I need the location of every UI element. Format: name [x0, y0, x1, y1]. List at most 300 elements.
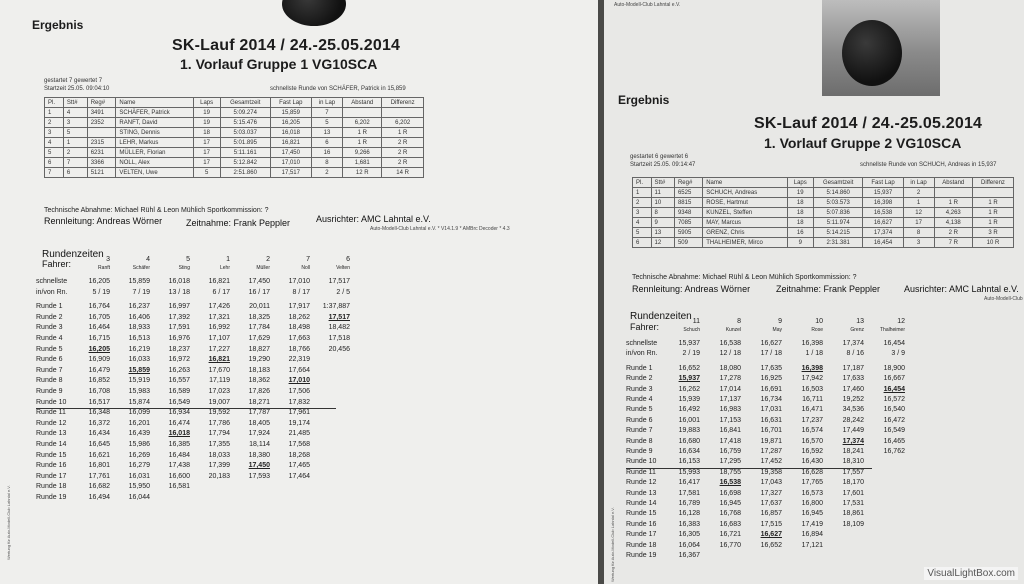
driver-number: 3	[106, 256, 110, 263]
lap-label: Runde 9	[626, 448, 653, 455]
right-result-sheet	[604, 0, 1024, 584]
table-cell: 6	[311, 138, 342, 148]
lap-value: 15,859	[128, 366, 150, 374]
lap-value: 17,399	[208, 462, 230, 470]
lap-value: 16,645	[88, 441, 110, 448]
lap-value: 16,680	[678, 437, 700, 445]
lap-label: Runde 7	[626, 427, 653, 435]
table-cell: 7085	[674, 218, 702, 228]
lap-label: Runde 6	[626, 416, 653, 424]
invon-label: in/von Rn.	[36, 288, 68, 296]
lap-value: 16,201	[128, 419, 150, 427]
table-cell: 16,538	[863, 208, 903, 218]
lap-value: 16,800	[801, 500, 823, 507]
lap-value: 16,909	[88, 356, 110, 364]
table-cell: 1 R	[382, 128, 424, 138]
lap-value: 16,398	[801, 364, 823, 372]
table-row	[45, 108, 424, 118]
table-cell: 15,937	[863, 188, 903, 198]
table-cell: 1 R	[972, 198, 1013, 208]
table-cell: 8	[311, 158, 342, 168]
lap-value: 1:37,887	[322, 303, 350, 311]
table-cell: 3	[45, 128, 64, 138]
lap-value: 16,064	[678, 541, 700, 549]
table-cell: 5:14.215	[814, 228, 863, 238]
table-cell: 7	[311, 108, 342, 118]
lap-value: 17,449	[842, 427, 864, 435]
lap-value: 19,290	[248, 356, 270, 364]
table-cell: 3	[633, 208, 652, 218]
right-title: SK-Lauf 2014 / 24.-25.05.2014	[754, 115, 983, 132]
lap-value: 16,574	[801, 427, 823, 435]
lap-value: 17,832	[288, 398, 310, 406]
table-cell: 11	[651, 188, 674, 198]
lap-value: 28,242	[842, 416, 864, 424]
lap-label: Runde 5	[626, 406, 653, 414]
table-cell: 2 R	[382, 138, 424, 148]
lap-label: Runde 15	[626, 510, 657, 518]
lap-value: 16,711	[802, 396, 823, 403]
lap-value: 17,826	[248, 388, 270, 395]
lap-label: Runde 10	[36, 398, 67, 406]
lap-value: 16,372	[88, 419, 110, 427]
driver-number: 10	[815, 318, 823, 325]
left-subtitle: 1. Vorlauf Gruppe 1 VG10SCA	[180, 56, 378, 72]
lap-value: 16,305	[678, 531, 700, 539]
driver-name: Ranft	[98, 265, 110, 271]
schnellste-value: 16,538	[719, 340, 741, 347]
lap-value: 18,900	[883, 364, 905, 372]
lap-value: 16,517	[88, 398, 110, 406]
table-cell: 3	[903, 238, 934, 248]
schnellste-value: 17,374	[842, 340, 864, 347]
lap-value: 16,570	[801, 437, 823, 445]
table-cell: 5121	[87, 168, 116, 178]
lap-value: 15,950	[128, 483, 150, 491]
lap-value: 16,789	[678, 500, 700, 507]
table-cell: 509	[674, 238, 702, 248]
table-cell: 1,681	[343, 158, 382, 168]
left-ausrichter: Ausrichter: AMC Lahntal e.V.	[316, 214, 431, 224]
lap-value: 16,513	[128, 335, 150, 342]
table-row	[633, 218, 1014, 228]
table-cell: 5	[311, 118, 342, 128]
table-cell: MÜLLER, Florian	[116, 148, 193, 158]
lap-value: 16,627	[760, 531, 782, 539]
table-cell: 14 R	[382, 168, 424, 178]
lap-value: 22,319	[288, 356, 310, 364]
lap-value: 16,484	[168, 451, 190, 459]
table-cell: SCHUCH, Andreas	[703, 188, 787, 198]
driver-name: Thalheimer	[879, 327, 905, 333]
table-header-cell: Differenz	[972, 178, 1013, 188]
lap-label: Runde 6	[36, 356, 63, 364]
table-cell: 6231	[87, 148, 116, 158]
table-cell: 3491	[87, 108, 116, 118]
table-cell: 8	[903, 228, 934, 238]
table-cell: 13	[651, 228, 674, 238]
lap-value: 18,498	[288, 324, 310, 332]
table-header-cell: Pl.	[633, 178, 652, 188]
left-results-table	[44, 97, 424, 178]
table-row	[45, 148, 424, 158]
table-cell: 5:03.037	[220, 128, 270, 138]
lap-value: 34,536	[842, 406, 864, 414]
lap-value: 18,241	[842, 448, 864, 455]
lap-value: 16,972	[168, 356, 190, 364]
driver-number: 7	[306, 256, 310, 263]
table-header-cell: Differenz	[382, 98, 424, 108]
lap-value: 17,137	[719, 396, 741, 403]
lap-value: 18,170	[842, 479, 864, 487]
lap-value: 16,383	[678, 520, 700, 528]
table-row	[633, 238, 1014, 248]
table-cell: THALHEIMER, Mirco	[703, 238, 787, 248]
driver-number: 12	[897, 318, 905, 325]
lap-value: 16,821	[208, 356, 230, 364]
driver-number: 1	[226, 256, 230, 263]
lap-label: Runde 8	[626, 437, 653, 445]
lap-value: 17,664	[288, 366, 310, 374]
lap-value: 16,572	[883, 396, 905, 403]
lap-value: 17,761	[88, 472, 110, 480]
watermark: VisualLightBox.com	[924, 567, 1018, 580]
lap-value: 16,894	[801, 531, 823, 539]
lap-value: 17,515	[760, 520, 782, 528]
lap-value: 16,262	[678, 385, 700, 393]
lap-value: 16,682	[88, 483, 110, 491]
lap-value: 16,734	[760, 396, 782, 403]
lap-label: Runde 18	[626, 541, 657, 549]
lap-value: 17,629	[248, 335, 270, 342]
lap-value: 18,380	[248, 451, 270, 459]
lap-label: Runde 12	[626, 479, 657, 487]
table-header-cell: Laps	[193, 98, 220, 108]
right-gestartet: gestartet 6 gewertet 6	[630, 154, 689, 160]
lap-value: 17,465	[288, 462, 310, 470]
lap-label: Runde 11	[626, 468, 656, 476]
table-cell: 16	[311, 148, 342, 158]
lap-value: 16,634	[678, 448, 700, 455]
lap-value: 16,128	[678, 510, 700, 518]
lap-value: 18,262	[288, 313, 310, 321]
lap-value: 16,764	[88, 303, 110, 311]
lap-value: 16,852	[88, 377, 110, 385]
driver-name: May	[772, 327, 782, 333]
table-header-cell: Pl.	[45, 98, 64, 108]
lap-value: 20,011	[249, 303, 270, 311]
lap-value: 17,787	[248, 409, 270, 417]
lap-value: 18,482	[328, 324, 350, 332]
table-header-cell: in Lap	[903, 178, 934, 188]
lap-value: 16,439	[128, 430, 150, 438]
left-fastest-lap-note: schnellste Runde von SCHÄFER, Patrick in 15,859	[270, 86, 406, 92]
table-cell: 18	[787, 208, 814, 218]
lap-value: 16,549	[168, 398, 190, 406]
table-cell: 12	[903, 208, 934, 218]
lap-value: 17,014	[719, 385, 741, 393]
table-cell: GRENZ, Chris	[703, 228, 787, 238]
right-subtitle: 1. Vorlauf Gruppe 2 VG10SCA	[764, 135, 962, 151]
lap-value: 16,367	[678, 552, 700, 559]
lap-value: 16,621	[88, 451, 110, 459]
lap-value: 19,883	[678, 427, 700, 435]
table-cell: 17,374	[863, 228, 903, 238]
lap-value: 16,976	[168, 335, 190, 342]
lap-value: 17,452	[760, 458, 782, 466]
table-cell: 6525	[674, 188, 702, 198]
lap-value: 19,358	[760, 468, 782, 476]
driver-name: Velten	[336, 265, 350, 271]
right-ausrichter: Ausrichter: AMC Lahntal e.V.	[904, 284, 1019, 294]
lap-value: 18,861	[842, 510, 864, 518]
invon-value: 3 / 9	[891, 350, 905, 358]
lap-label: Runde 13	[626, 489, 657, 497]
lap-value: 17,450	[248, 462, 270, 470]
table-cell: 17	[193, 148, 220, 158]
lap-value: 16,652	[760, 541, 782, 549]
table-cell: 17	[193, 158, 220, 168]
invon-value: 8 / 17	[292, 288, 310, 296]
lap-value: 16,667	[883, 375, 905, 383]
table-cell: 4,138	[934, 218, 972, 228]
table-header-cell: Fast Lap	[270, 98, 311, 108]
right-fastest-lap-note: schnellste Runde von SCHUCH, Andreas in 15,937	[860, 162, 997, 168]
lap-value: 16,841	[719, 427, 741, 435]
table-cell: MAY, Marcus	[703, 218, 787, 228]
lap-label: Runde 19	[36, 494, 67, 501]
left-title: SK-Lauf 2014 / 24.-25.05.2014	[172, 37, 401, 54]
table-cell: 5:07.836	[814, 208, 863, 218]
lap-value: 21,485	[288, 430, 310, 438]
table-cell: 16,398	[863, 198, 903, 208]
table-cell: 4	[63, 108, 87, 118]
lap-value: 20,183	[208, 472, 230, 480]
table-cell: 5:14.860	[814, 188, 863, 198]
table-cell	[87, 128, 116, 138]
table-row	[633, 208, 1014, 218]
table-cell: 5	[45, 148, 64, 158]
table-header-cell: Abstand	[934, 178, 972, 188]
lap-value: 16,492	[678, 406, 700, 414]
table-cell: 5:01.895	[220, 138, 270, 148]
lap-value: 17,942	[801, 375, 823, 383]
lap-value: 19,007	[208, 398, 230, 406]
driver-number: 2	[266, 256, 270, 263]
lap-value: 18,114	[249, 441, 270, 448]
driver-name: Kunzel	[725, 327, 741, 333]
right-rundenzeiten-heading: Rundenzeiten	[630, 311, 692, 322]
table-cell: 2 R	[934, 228, 972, 238]
schnellste-value: 17,450	[248, 278, 270, 285]
table-cell: 16,205	[270, 118, 311, 128]
lap-value: 16,762	[883, 448, 905, 455]
driver-number: 13	[856, 318, 864, 325]
lap-value: 17,517	[328, 313, 350, 321]
driver-number: 9	[778, 318, 782, 325]
table-cell: 3 R	[972, 228, 1013, 238]
lap-value: 17,591	[168, 324, 190, 332]
lap-value: 16,430	[801, 458, 823, 466]
lap-value: 16,573	[801, 489, 823, 497]
right-ergebnis-heading: Ergebnis	[618, 93, 670, 107]
left-side-text: Wertung für Auto-Modell-Club Lahntal e.V.	[6, 485, 11, 560]
lap-label: Runde 7	[36, 366, 63, 374]
table-cell: 5	[63, 128, 87, 138]
lap-value: 18,183	[248, 366, 270, 374]
lap-value: 17,031	[760, 406, 782, 414]
lap-value: 17,765	[801, 479, 823, 487]
right-technische-abnahme: Technische Abnahme: Michael Rühl & Leon Mühlich Sportkommission: ?	[632, 274, 857, 281]
lap-label: Runde 4	[626, 396, 653, 403]
table-cell: 16,627	[863, 218, 903, 228]
driver-name: Noll	[301, 265, 310, 271]
left-software-note: Auto-Modell-Club Lahntal e.V. * V14.1.9 * AMBrc Decoder * 4.3	[370, 226, 510, 232]
lap-value: 17,153	[719, 416, 741, 424]
table-cell: 4	[633, 218, 652, 228]
table-row	[633, 198, 1014, 208]
lap-label: Runde 15	[36, 451, 67, 459]
lap-value: 19,592	[208, 409, 230, 417]
table-cell: 17,450	[270, 148, 311, 158]
table-cell: 4,263	[934, 208, 972, 218]
lap-value: 20,456	[328, 345, 350, 353]
driver-name: Müller	[256, 265, 270, 271]
lap-value: 16,033	[128, 356, 150, 364]
lap-value: 16,652	[678, 364, 700, 372]
schnellste-value: 16,627	[760, 340, 782, 347]
lap-value: 16,503	[801, 385, 823, 393]
table-cell: 18	[787, 218, 814, 228]
table-cell: 18	[193, 128, 220, 138]
schnellste-value: 16,018	[168, 278, 190, 285]
table-row	[45, 158, 424, 168]
lap-value: 16,479	[88, 366, 110, 374]
right-lap-grid	[626, 318, 926, 580]
table-header-cell: in Lap	[311, 98, 342, 108]
lap-value: 17,637	[760, 500, 782, 507]
table-header-cell: Gesamtzeit	[814, 178, 863, 188]
driver-number: 5	[186, 256, 190, 263]
lap-value: 17,464	[288, 472, 310, 480]
lap-value: 17,418	[719, 437, 741, 445]
table-cell: 5	[633, 228, 652, 238]
table-cell: 12 R	[343, 168, 382, 178]
table-cell: 6,202	[382, 118, 424, 128]
lap-value: 15,986	[128, 441, 150, 448]
schnellste-value: 16,821	[208, 278, 230, 285]
lap-value: 16,219	[128, 345, 150, 353]
table-cell: KUNZEL, Steffen	[703, 208, 787, 218]
lap-label: Runde 18	[36, 483, 67, 491]
table-row	[45, 118, 424, 128]
invon-value: 13 / 18	[168, 288, 190, 296]
lap-value: 19,871	[760, 437, 782, 445]
lap-value: 17,227	[208, 345, 230, 353]
lap-value: 16,698	[719, 489, 741, 497]
lap-value: 17,506	[288, 388, 310, 395]
invon-value: 16 / 17	[248, 288, 270, 296]
table-cell: 5:12.842	[220, 158, 270, 168]
lap-value: 17,237	[801, 416, 823, 424]
lap-value: 16,759	[719, 448, 741, 455]
lap-label: Runde 5	[36, 345, 63, 353]
lap-value: 16,557	[168, 377, 190, 385]
table-cell: 17,010	[270, 158, 311, 168]
table-cell	[382, 108, 424, 118]
lap-value: 18,933	[128, 324, 150, 332]
table-cell: 2	[45, 118, 64, 128]
table-header-cell: Fast Lap	[863, 178, 903, 188]
lap-value: 16,279	[128, 462, 150, 470]
table-cell: 9,266	[343, 148, 382, 158]
left-fahrer-label: Fahrer:	[42, 259, 72, 269]
lap-value: 18,080	[719, 364, 741, 372]
table-cell: LEHR, Markus	[116, 138, 193, 148]
table-cell: 5:11.974	[814, 218, 863, 228]
right-results-table	[632, 177, 1014, 248]
table-cell: 2:31.381	[814, 238, 863, 248]
lap-value: 15,937	[678, 375, 700, 383]
lap-value: 17,119	[209, 377, 230, 385]
lap-label: Runde 1	[36, 303, 63, 311]
right-fahrer-label: Fahrer:	[630, 322, 660, 332]
lap-value: 16,945	[801, 510, 823, 518]
lap-value: 17,295	[719, 458, 741, 466]
invon-value: 17 / 18	[760, 350, 782, 358]
driver-name: Schuch	[683, 327, 700, 333]
table-cell: 1	[903, 198, 934, 208]
lap-value: 16,205	[88, 345, 110, 353]
table-cell: 6	[63, 168, 87, 178]
lap-value: 16,592	[801, 448, 823, 455]
table-cell: 2 R	[382, 148, 424, 158]
magnet-icon	[282, 0, 346, 26]
lap-value: 17,518	[328, 335, 350, 342]
lap-value: 16,472	[883, 416, 905, 424]
lap-value: 15,983	[128, 388, 150, 395]
lap-value: 15,874	[128, 398, 150, 406]
table-header-cell: Name	[703, 178, 787, 188]
lap-value: 17,633	[842, 375, 864, 383]
driver-number: 11	[692, 318, 700, 325]
right-rennleitung: Rennleitung: Andreas Wörner	[632, 284, 751, 294]
lap-value: 18,271	[248, 398, 270, 406]
table-cell: 2	[633, 198, 652, 208]
table-cell: 12	[651, 238, 674, 248]
left-gestartet: gestartet 7 gewertet 7	[44, 78, 103, 84]
schnellste-value: 15,937	[678, 340, 700, 347]
table-cell: 17	[903, 218, 934, 228]
lap-value: 16,708	[88, 388, 110, 395]
lap-value: 16,589	[168, 388, 190, 395]
invon-value: 8 / 16	[846, 350, 864, 358]
invon-value: 1 / 18	[805, 350, 823, 358]
lap-value: 16,983	[719, 406, 741, 414]
lap-label: Runde 3	[36, 324, 63, 332]
table-cell: 17	[193, 138, 220, 148]
table-cell: 5:15.476	[220, 118, 270, 128]
table-cell: VELTEN, Uwe	[116, 168, 193, 178]
table-header-cell: Stt#	[63, 98, 87, 108]
table-cell: 7	[63, 158, 87, 168]
table-cell: 6,202	[343, 118, 382, 128]
lap-value: 18,325	[248, 313, 270, 321]
lap-value: 16,001	[678, 416, 700, 424]
table-cell: 9348	[674, 208, 702, 218]
lap-value: 17,426	[208, 303, 230, 311]
table-cell: 2315	[87, 138, 116, 148]
